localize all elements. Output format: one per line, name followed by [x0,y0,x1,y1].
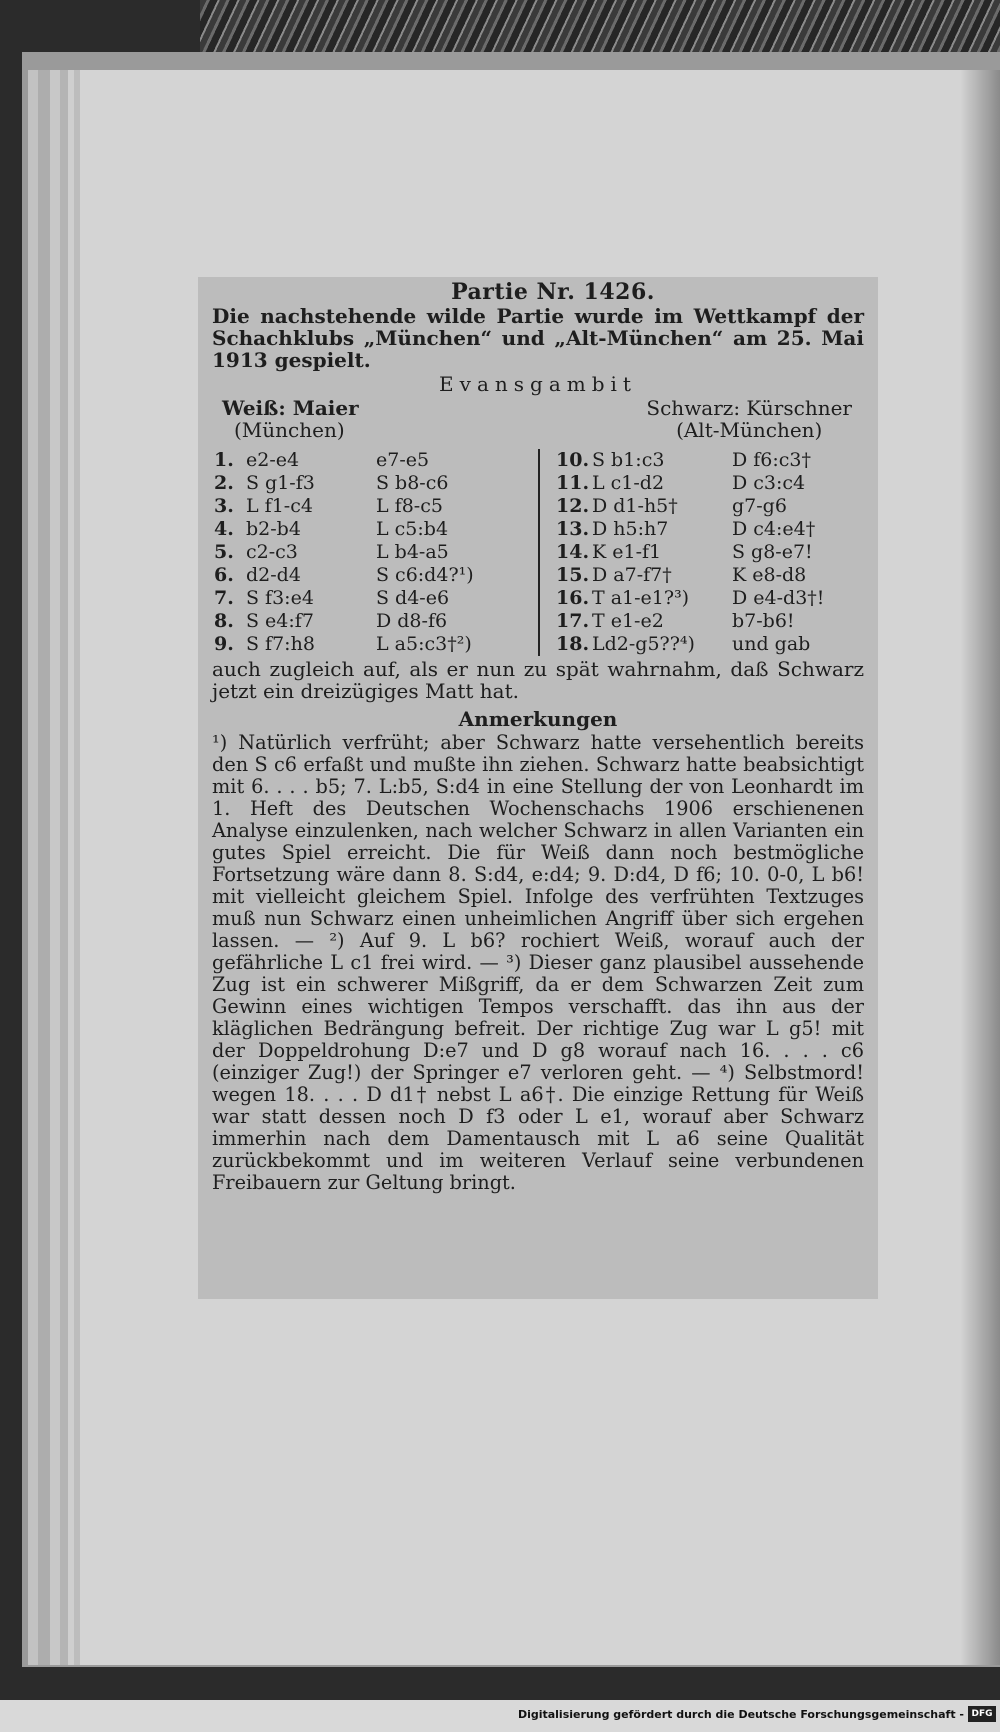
game-title: Partie Nr. 1426. [451,279,655,305]
game-intro: Die nachstehende wilde Partie wurde im Wettkampf der Schachklubs „München“ und „Alt-München“ am 25. Mai 1913 gespielt. [212,304,864,372]
move-number: 13. [556,518,590,540]
move-column-right [538,449,864,656]
move-row [212,564,538,587]
move-number: 15. [556,564,590,586]
black-move: b7-b6! [732,610,795,632]
white-move: S b1:c3 [592,449,665,471]
move-row [556,449,864,472]
black-move: L f8-c5 [376,495,443,517]
black-move: D e4-d3†! [732,587,825,609]
move-row [556,633,864,656]
black-club: (Alt-München) [676,418,823,442]
move-row [556,495,864,518]
black-move: e7-e5 [376,449,430,471]
move-row [212,449,538,472]
move-number: 16. [556,587,590,609]
black-move: D d8-f6 [376,610,448,632]
white-move: L c1-d2 [592,472,665,494]
white-move: c2-c3 [246,541,298,563]
white-move: e2-e4 [246,449,300,471]
move-list [212,449,864,656]
move-number: 10. [556,449,590,471]
notes-heading: Anmerkungen [458,707,618,731]
move-number: 6. [214,564,234,586]
white-move: D d1-h5† [592,495,678,517]
white-move: T a1-e1?³) [592,587,690,609]
game-conclusion: auch zugleich auf, als er nun zu spät wahrnahm, daß Schwarz jetzt ein dreizügiges Matt hat. [212,657,864,703]
opening-name: Evansgambit [439,372,637,396]
white-move: d2-d4 [246,564,301,586]
move-number: 1. [214,449,234,471]
white-player: Weiß: Maier [222,396,359,420]
black-move: D c4:e4† [732,518,816,540]
move-row [556,472,864,495]
funding-credit: Digitalisierung gefördert durch die Deutsche Forschungsgemeinschaft - [517,1708,964,1721]
black-move: L a5:c3†²) [376,633,472,655]
black-player-block [646,397,864,441]
black-move: g7-g6 [732,495,787,517]
move-row [556,610,864,633]
white-move: Ld2-g5??⁴) [592,633,695,655]
white-move: S g1-f3 [246,472,315,494]
black-move: S b8-c6 [376,472,449,494]
move-row [212,518,538,541]
move-row [212,541,538,564]
white-move: S f3:e4 [246,587,314,609]
black-move: L b4-a5 [376,541,449,563]
white-move: S f7:h8 [246,633,315,655]
move-row [212,587,538,610]
black-move: S d4-e6 [376,587,450,609]
move-number: 14. [556,541,590,563]
move-row [556,541,864,564]
move-number: 7. [214,587,234,609]
black-move: D f6:c3† [732,449,812,471]
white-player-block [212,397,359,441]
black-move: K e8-d8 [732,564,807,586]
white-move: b2-b4 [246,518,301,540]
move-number: 3. [214,495,234,517]
white-move: T e1-e2 [592,610,664,632]
players-header [212,397,864,441]
notes-text: ¹) Natürlich verfrüht; aber Schwarz hatte versehentlich bereits den S c6 erfaßt und mußte ihn ziehen. Schwarz hatte beabsichtigt mit 6. . . . b5; 7. L:b5, S:d4 in eine Stellung der von Leonhardt im 1. Heft des Deutschen Wochenschachs 1906 erschienenen Analyse einzulenken, nach welcher Schwarz in allen Varianten ein gutes Spiel erreicht. Die für Weiß dann noch bestmögliche Fortsetzung wäre dann 8. S:d4, e:d4; 9. D:d4, D f6; 10. 0-0, L b6! mit vielleicht gleichem Spiel. Infolge des verfrühten Textzuges muß nun Schwarz einen unheimlichen Angriff über sich ergehen lassen. — ²) Auf 9. L b6? rochiert Weiß, worauf auch der gefährliche L c1 frei wird. — ³) Dieser ganz plausibel aussehende Zug ist ein schwerer Mißgriff, da er dem Schwarzen Zeit zum Gewinn eines wichtigen Tempos verschafft. das ihn aus der kläglichen Bedrängung befreit. Der richtige Zug war L g5! mit der Doppeldrohung D:e7 und D g8 worauf nach 16. . . . c6 (einziger Zug!) der Springer e7 verloren geht. — ⁴) Selbstmord! wegen 18. . . . D d1† nebst L a6†. Die einzige Rettung für Weiß war statt dessen noch D f3 oder L e1, worauf aber Schwarz immerhin nach dem Damentausch mit L a6 seine Qualität zurückbekommt und im weiteren Verlauf seine verbundenen Freibauern zur Geltung bringt. [212,731,864,1194]
move-number: 11. [556,472,590,494]
white-move: D h5:h7 [592,518,669,540]
move-column-left [212,449,538,656]
white-move: K e1-f1 [592,541,662,563]
white-move: S e4:f7 [246,610,314,632]
white-club: (München) [234,418,345,442]
move-row [212,495,538,518]
black-move: D c3:c4 [732,472,806,494]
white-move: D a7-f7† [592,564,672,586]
move-number: 8. [214,610,234,632]
move-number: 2. [214,472,234,494]
footer-bar [0,1700,1000,1732]
dfg-logo-icon: DFG [968,1706,996,1722]
move-row [556,518,864,541]
move-row [212,472,538,495]
black-move: S c6:d4?¹) [376,564,474,586]
white-move: L f1-c4 [246,495,313,517]
move-number: 18. [556,633,590,655]
move-number: 5. [214,541,234,563]
move-number: 4. [214,518,234,540]
move-number: 9. [214,633,234,655]
move-number: 12. [556,495,590,517]
page-gutter-shadow [960,70,1000,1665]
move-row [212,610,538,633]
black-move: und gab [732,633,811,655]
newspaper-clipping [198,277,878,1299]
black-move: S g8-e7! [732,541,813,563]
move-row [556,564,864,587]
move-row [556,587,864,610]
move-row [212,633,538,656]
black-player: Schwarz: Kürschner [646,396,852,420]
black-move: L c5:b4 [376,518,449,540]
move-number: 17. [556,610,590,632]
